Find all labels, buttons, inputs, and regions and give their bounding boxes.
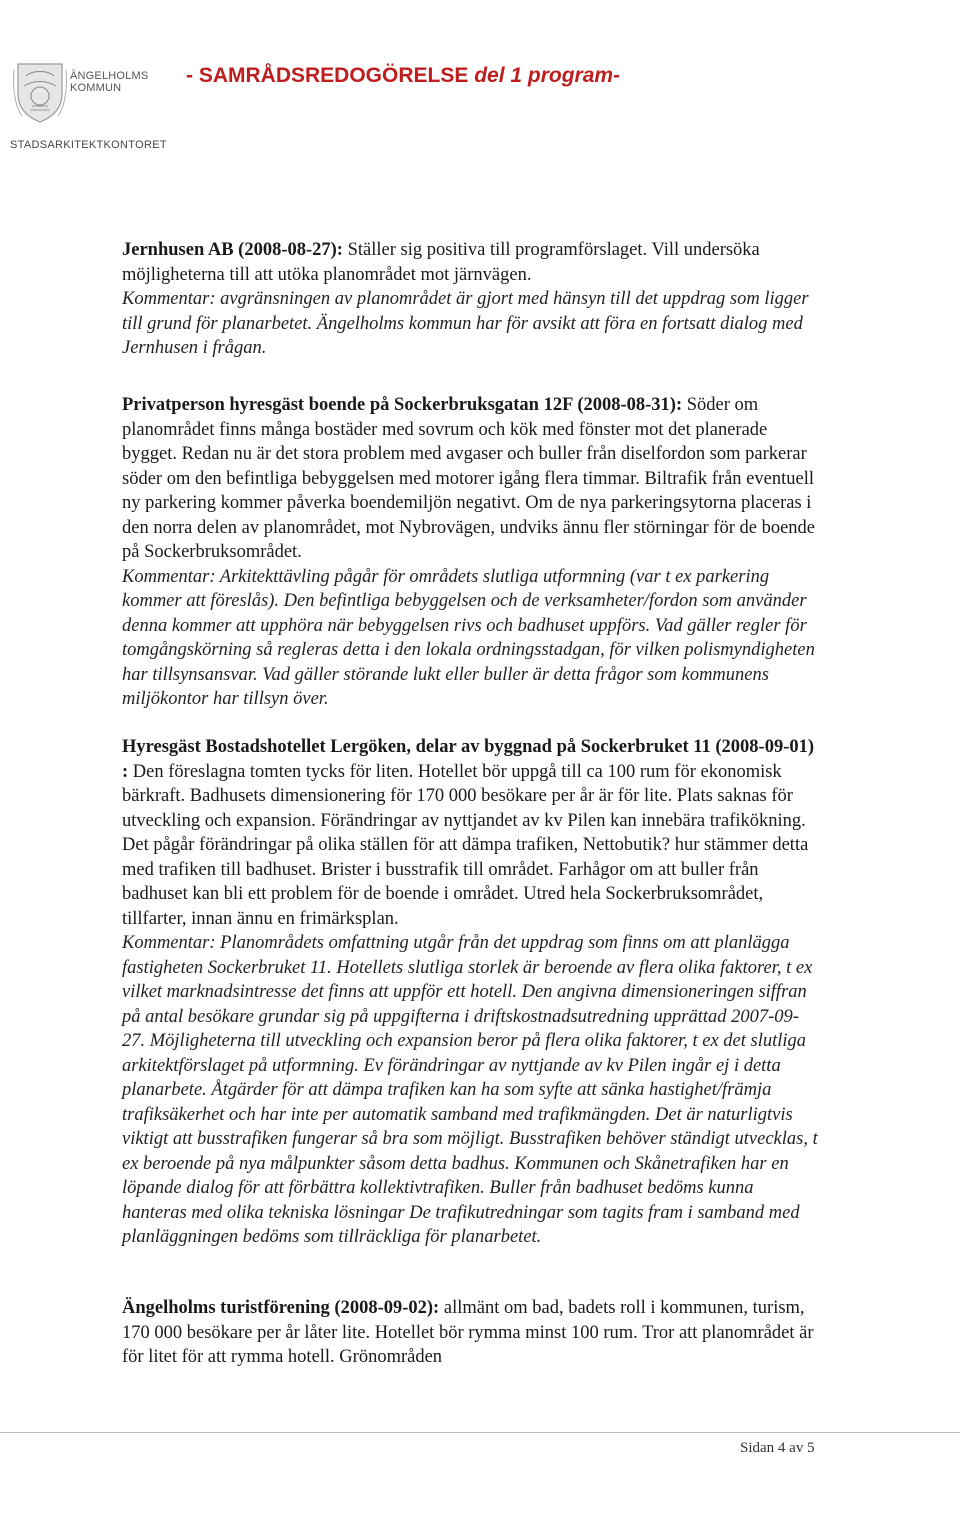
footer-divider xyxy=(0,1432,960,1433)
entry-body: Den föreslagna tomten tycks för liten. Hotellet bör uppgå till ca 100 rum för ekonomisk bärkraft. Badhusets dimensionering för 170 000 besökare per år är för lite. Plats saknas för utveckling och expansion. Förändringar av nyttjandet av kv Pilen kan innebära trafikökning. Det pågår förändringar på olika ställen för att dämpa trafiken, Nettobutik? hur stämmer detta med trafiken till badhuset. Brister i busstrafik till området. Farhågor om att buller från badhuset kan bli ett problem för de boende i området. Utred hela Sockerbruksområdet, tillfarter, innan ännu en frimärksplan. xyxy=(122,761,809,929)
entry-comment: Kommentar: Planområdets omfattning utgår från det uppdrag som finns om att planlägga fastigheten Sockerbruket 11. Hotellets slutliga storlek är beroende av flera olika faktorer, t ex vilket marknadsintresse det finns att uppför ett hotell. Den angivna dimensioneringen siffran på antal besökare grundar sig på uppgifterna i driftskostnadsutredning upprättad 2007-09-27. Möjligheterna till utveckling och expansion beror på flera olika faktorer, t ex det slutliga arkitektförslaget på utformning. Ev förändringar av nyttjande av kv Pilen ingår ej i detta planarbete. Åtgärder för att dämpa trafiken kan ha som syfte att sänka hastighet/främja trafiksäkerhet och har inte per automatik samband med trafikmängden. Det är naturligtvis viktigt att busstrafiken fungerar så bra som möjligt. Busstrafiken behöver ständigt utvecklas, t ex beroende på nya målpunkter såsom detta badhus. Kommunen och Skånetrafiken har en löpande dialog för att förbättra kollektivtrafiken. Buller från badhuset bedöms kunna hanteras med olika tekniska lösningar De trafikutredningar som tagits fram i samband med planläggningen bedöms som tillräckliga för planarbetet. xyxy=(122,933,818,1247)
organization-name-line1: ÄNGELHOLMS xyxy=(70,70,149,82)
entry-body: allmänt om bad, badets roll i kommunen, turism, 170 000 besökare per år låter lite. Hotellet bör rymma minst 100 rum. Tror att planområdet är för litet för att rymma hotell. Grönområden xyxy=(122,1298,814,1367)
entry-heading: Hyresgäst Bostadshotellet Lergöken, delar av byggnad på Sockerbruket 11 (2008-09-01) : xyxy=(122,737,815,782)
entry-heading: Jernhusen AB (2008-08-27): xyxy=(122,240,343,260)
organization-name xyxy=(70,70,148,94)
entry-lergoken xyxy=(122,735,822,1250)
entry-jernhusen xyxy=(122,238,822,361)
document-title xyxy=(186,64,620,88)
entry-comment: Kommentar: Arkitekttävling pågår för områdets slutliga utformning (var t ex parkering kommer att föreslås). Den befintliga bebyggelsen och de verksamheter/fordon som använder denna kommer att upphöra när bebyggelsen rivs och badhuset uppförs. Vad gäller regler för tomgångskörning så regleras detta i den lokala ordningsstadgan, för vilken polismyndigheten har tillsynsansvar. Vad gäller störande lukt eller buller är detta frågor som kommunens miljökontor har tillsyn över. xyxy=(122,566,815,709)
entry-comment: Kommentar: avgränsningen av planområdet är gjort med hänsyn till det uppdrag som ligger till grund för planarbetet. Ängelholms kommun har för avsikt att föra en fortsatt dialog med Jernhusen i frågan. xyxy=(122,289,809,358)
entry-body: Ställer sig positiva till programförslaget. Vill undersöka möjligheterna till att utöka planområdet mot järnvägen. xyxy=(122,240,760,285)
department-name: STADSARKITEKTKONTORET xyxy=(10,139,167,151)
entry-heading: Privatperson hyresgäst boende på Sockerbruksgatan 12F (2008-08-31): xyxy=(122,395,683,415)
entry-text xyxy=(122,393,822,565)
entry-privatperson xyxy=(122,393,822,712)
entry-body: Söder om planområdet finns många bostäder med sovrum och kök med fönster mot det planerade bygget. Redan nu är det stora problem med avgaser och buller från diselfordon som parkerar söder om den befintliga bebyggelsen med motorer igång flera timmar. Biltrafik från eventuell ny parkering kommer påverka boendemiljön negativt. Om de nya parkeringsytorna placeras i den norra delen av planområdet, mot Nybrovägen, undviks ännu fler störningar för de boende på Sockerbruksområdet. xyxy=(122,395,816,562)
entry-text xyxy=(122,238,822,287)
page-number: Sidan 4 av 5 xyxy=(740,1440,815,1456)
entry-turistforening xyxy=(122,1296,822,1370)
organization-name-line2: KOMMUN xyxy=(70,82,122,94)
entry-text xyxy=(122,735,822,931)
entry-text xyxy=(122,1296,822,1370)
document-title-prefix: - SAMRÅDSREDOGÖRELSE xyxy=(186,64,475,87)
document-title-italic: del 1 program- xyxy=(474,64,621,87)
entry-heading: Ängelholms turistförening (2008-09-02): xyxy=(122,1298,440,1318)
municipal-crest-icon xyxy=(12,60,68,126)
document-header xyxy=(0,0,960,160)
